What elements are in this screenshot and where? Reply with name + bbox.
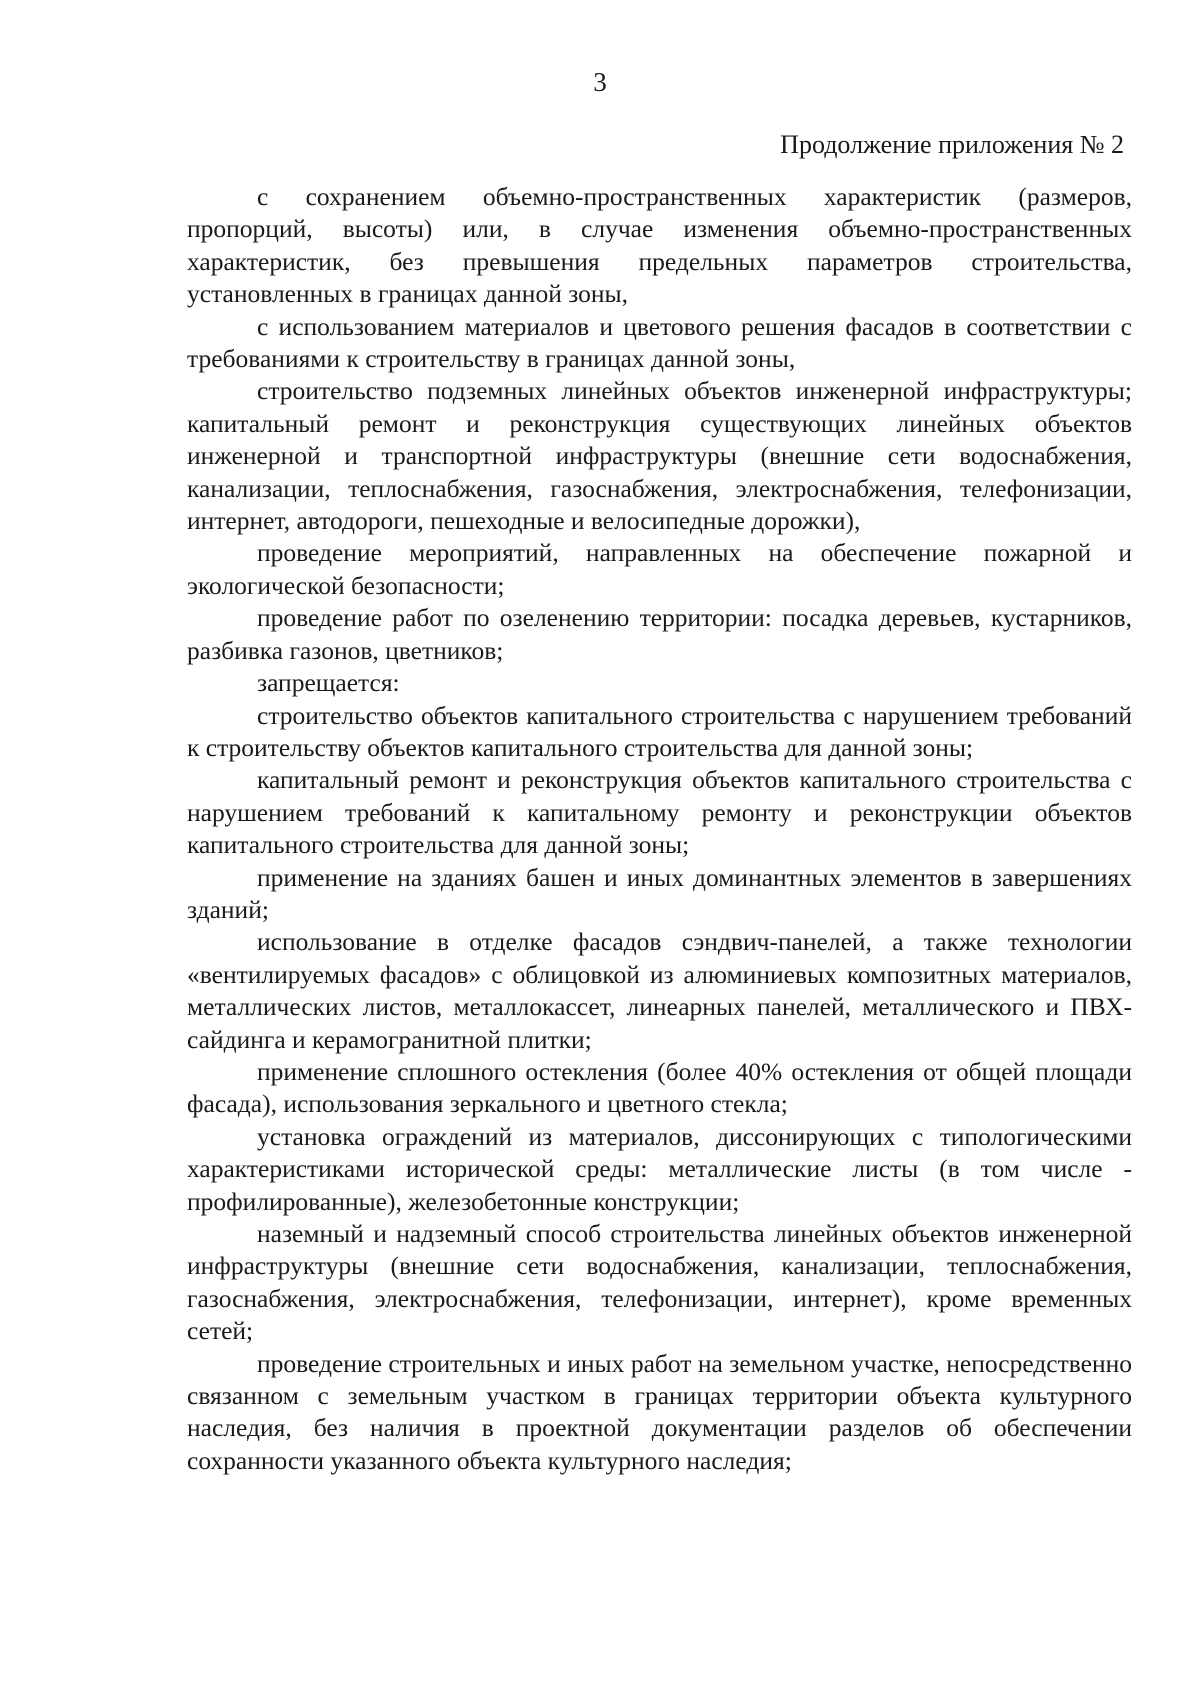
paragraph: применение сплошного остекления (более 40% остекления от общей площади фасада), использования зеркального и цветного стекла; [187, 1056, 1132, 1119]
paragraph: применение на зданиях башен и иных доминантных элементов в завершениях зданий; [187, 862, 1132, 924]
document-body [187, 181, 1132, 1477]
paragraph: с использованием материалов и цветового решения фасадов в соответствии с требованиями к строительству в границах данной зоны, [187, 311, 1132, 374]
continuation-label: Продолжение приложения № 2 [780, 130, 1124, 159]
paragraph: установка ограждений из материалов, диссонирующих с типологическими характеристиками исторической среды: металлические листы (в том числе - профилированные), железобетонные конструкции; [187, 1121, 1132, 1216]
paragraph: с сохранением объемно-пространственных характеристик (размеров, пропорций, высоты) или, в случае изменения объемно-пространственных характеристик, без превышения предельных параметров строительства, установленных в границах данной зоны, [187, 182, 1132, 309]
paragraph: проведение строительных и иных работ на земельном участке, непосредственно связанном с земельным участком в границах территории объекта культурного наследия, без наличия в проектной документации разделов об обеспечении сохранности указанного объекта культурного наследия; [187, 1348, 1132, 1475]
paragraph: строительство подземных линейных объектов инженерной инфраструктуры; капитальный ремонт и реконструкция существующих линейных объектов инженерной и транспортной инфраструктуры (внешние сети водоснабжения, канализации, теплоснабжения, газоснабжения, электроснабжения, телефонизации, интернет, автодороги, пешеходные и велосипедные дорожки), [187, 376, 1132, 536]
paragraph: наземный и надземный способ строительства линейных объектов инженерной инфраструктуры (внешние сети водоснабжения, канализации, теплоснабжения, газоснабжения, электроснабжения, телефонизации, интернет), кроме временных сетей; [187, 1219, 1132, 1346]
paragraph: запрещается: [257, 668, 400, 698]
page-number: 3 [593, 67, 607, 97]
paragraph: проведение мероприятий, направленных на обеспечение пожарной и экологической безопасности; [187, 538, 1132, 600]
paragraph: капитальный ремонт и реконструкция объектов капитального строительства с нарушением требований к капитальному ремонту и реконструкции объектов капитального строительства для данной зоны; [187, 765, 1132, 860]
paragraph: использование в отделке фасадов сэндвич-панелей, а также технологии «вентилируемых фасадов» с облицовкой из алюминиевых композитных материалов, металлических листов, металлокассет, линеарных панелей, металлического и ПВХ-сайдинга и керамогранитной плитки; [187, 927, 1132, 1054]
paragraph: строительство объектов капитального строительства с нарушением требований к строительству объектов капитального строительства для данной зоны; [187, 700, 1132, 762]
paragraph: проведение работ по озеленению территории: посадка деревьев, кустарников, разбивка газонов, цветников; [187, 603, 1132, 665]
